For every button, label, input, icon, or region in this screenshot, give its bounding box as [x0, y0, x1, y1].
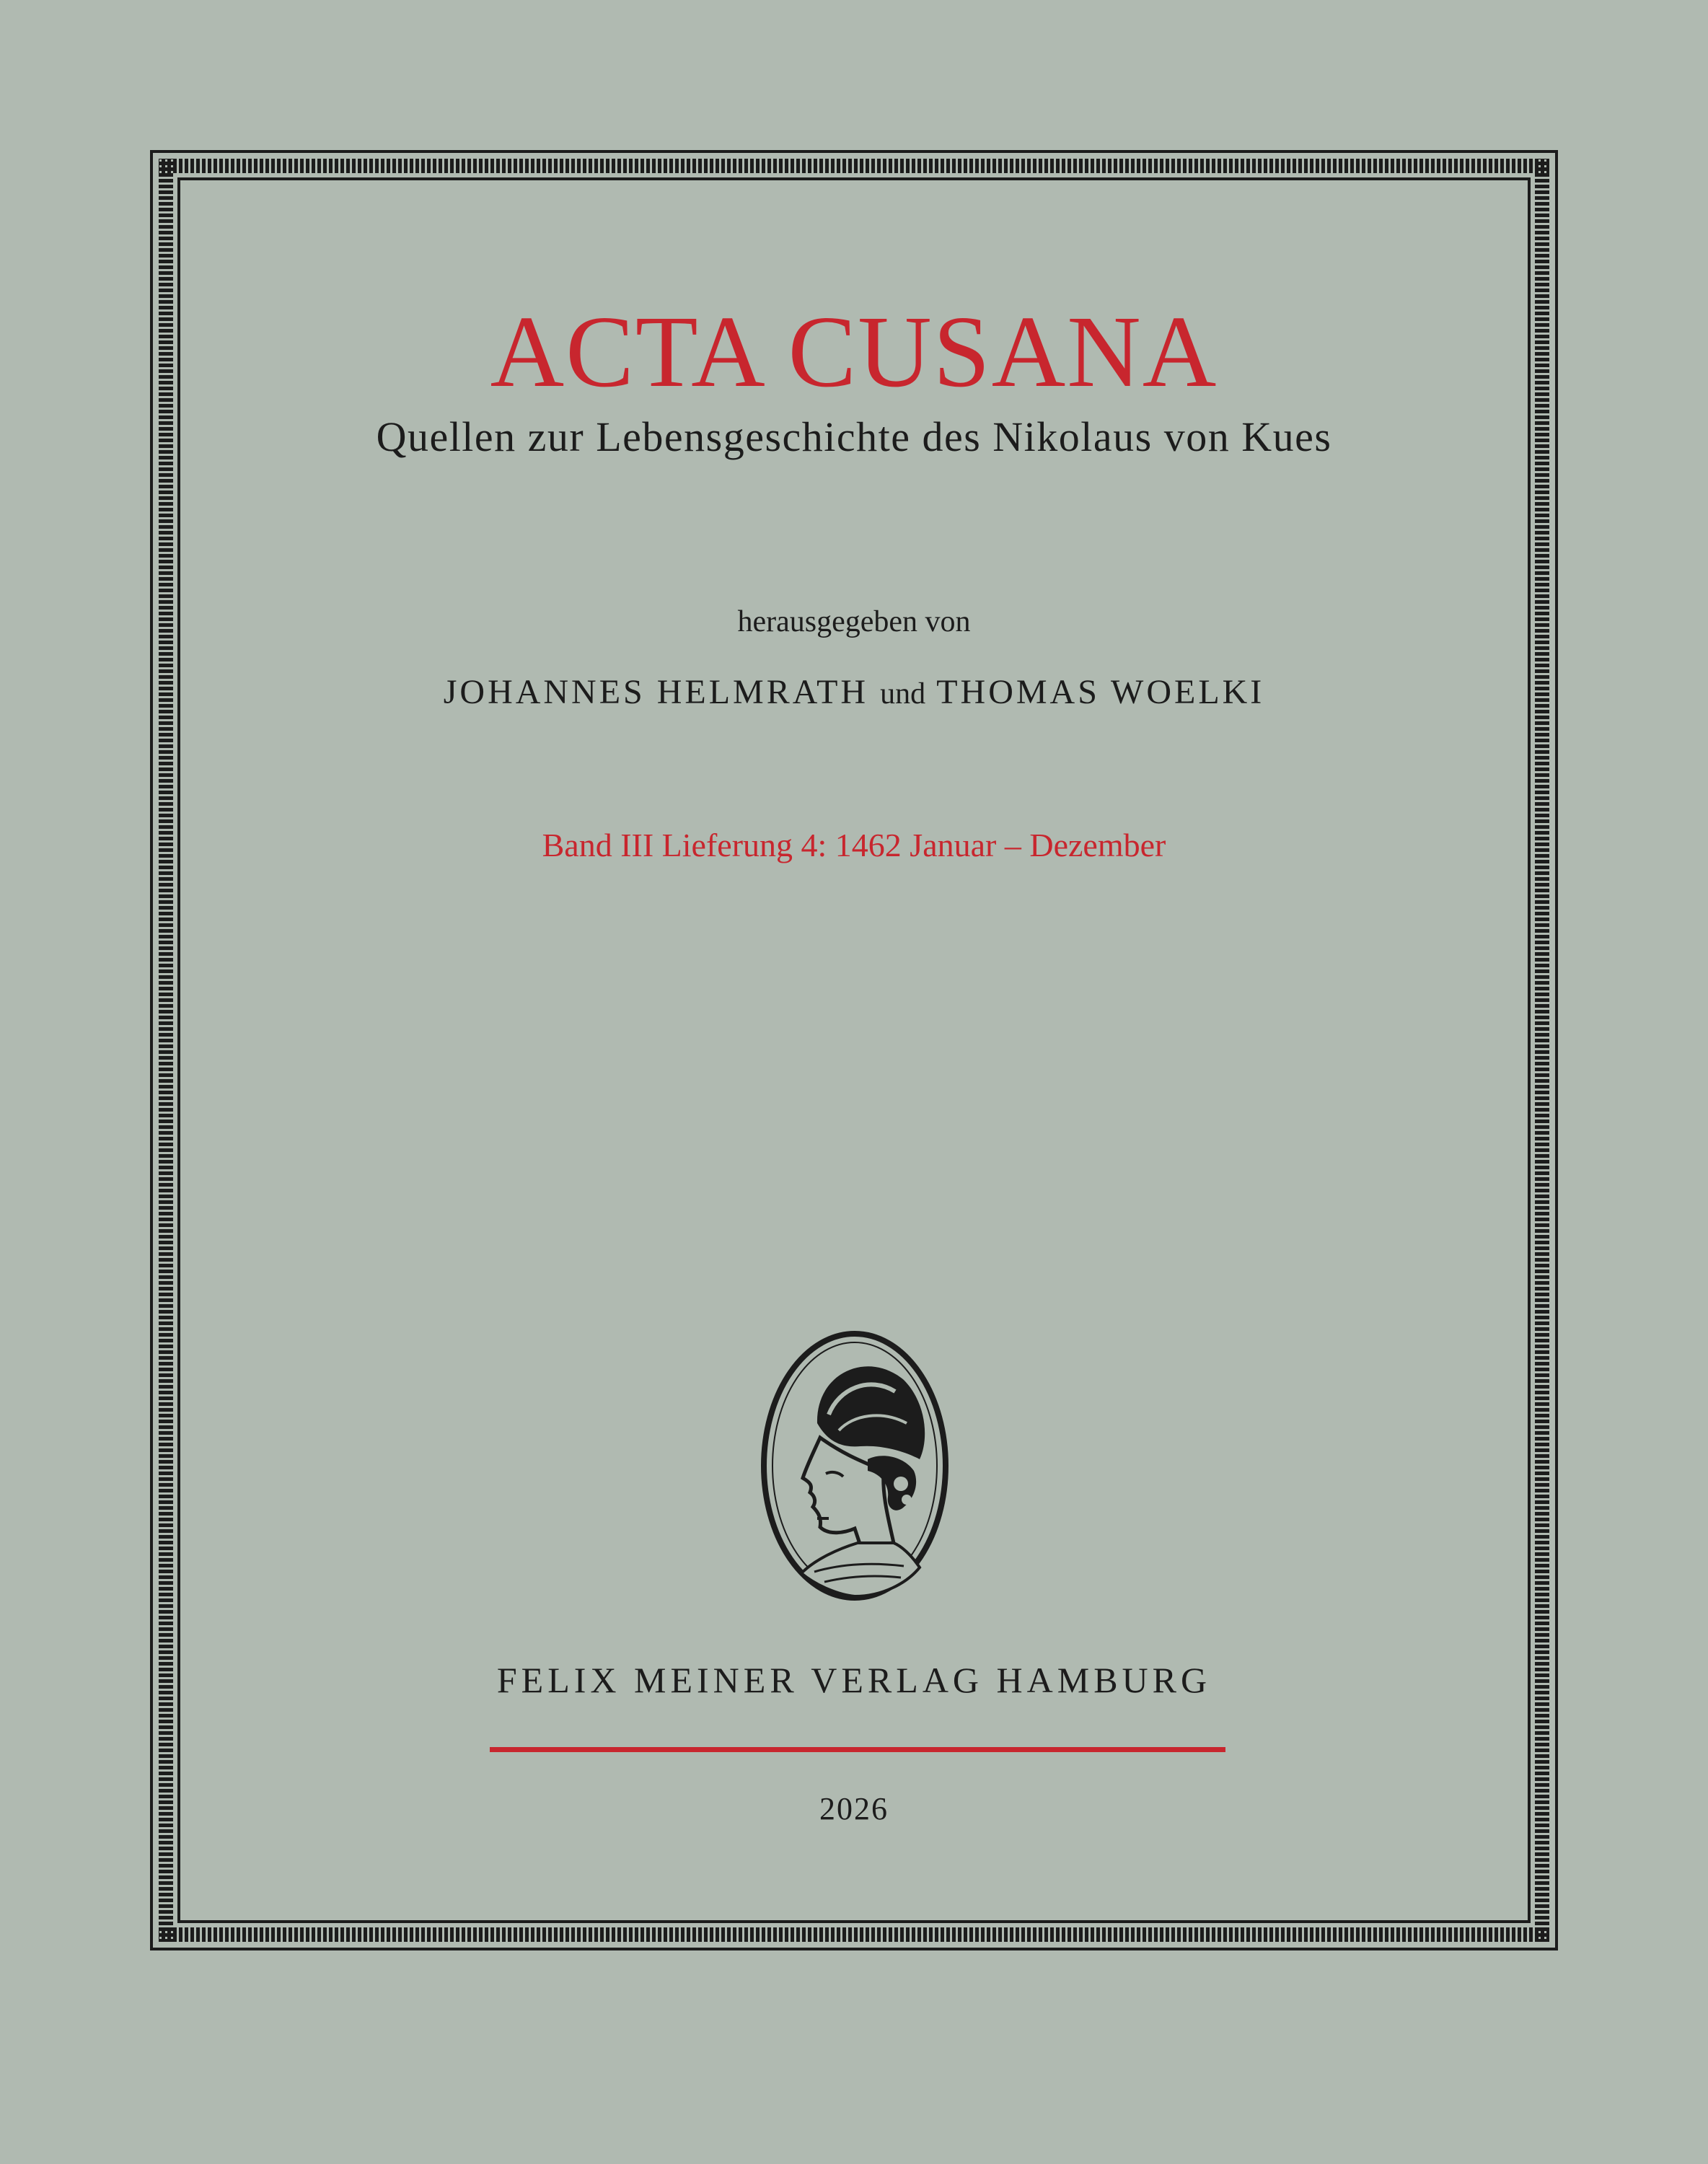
book-subtitle: Quellen zur Lebensgeschichte des Nikolaus von Kues [376, 413, 1332, 460]
book-title: ACTA CUSANA [490, 294, 1218, 408]
editors-line [0, 672, 1708, 712]
editor-name-2: THOMAS WOELKI [936, 673, 1265, 711]
divider-rule [490, 1747, 1225, 1752]
editor-conjunction: und [880, 677, 926, 711]
publisher-name: FELIX MEINER VERLAG HAMBURG [496, 1660, 1212, 1700]
athena-medallion-icon [760, 1329, 950, 1602]
editor-name-1: JOHANNES HELMRATH [443, 673, 869, 711]
editor-label: herausgegeben von [737, 605, 971, 638]
volume-info: Band III Lieferung 4: 1462 Januar – Dezember [542, 827, 1166, 863]
publication-year: 2026 [819, 1791, 889, 1826]
